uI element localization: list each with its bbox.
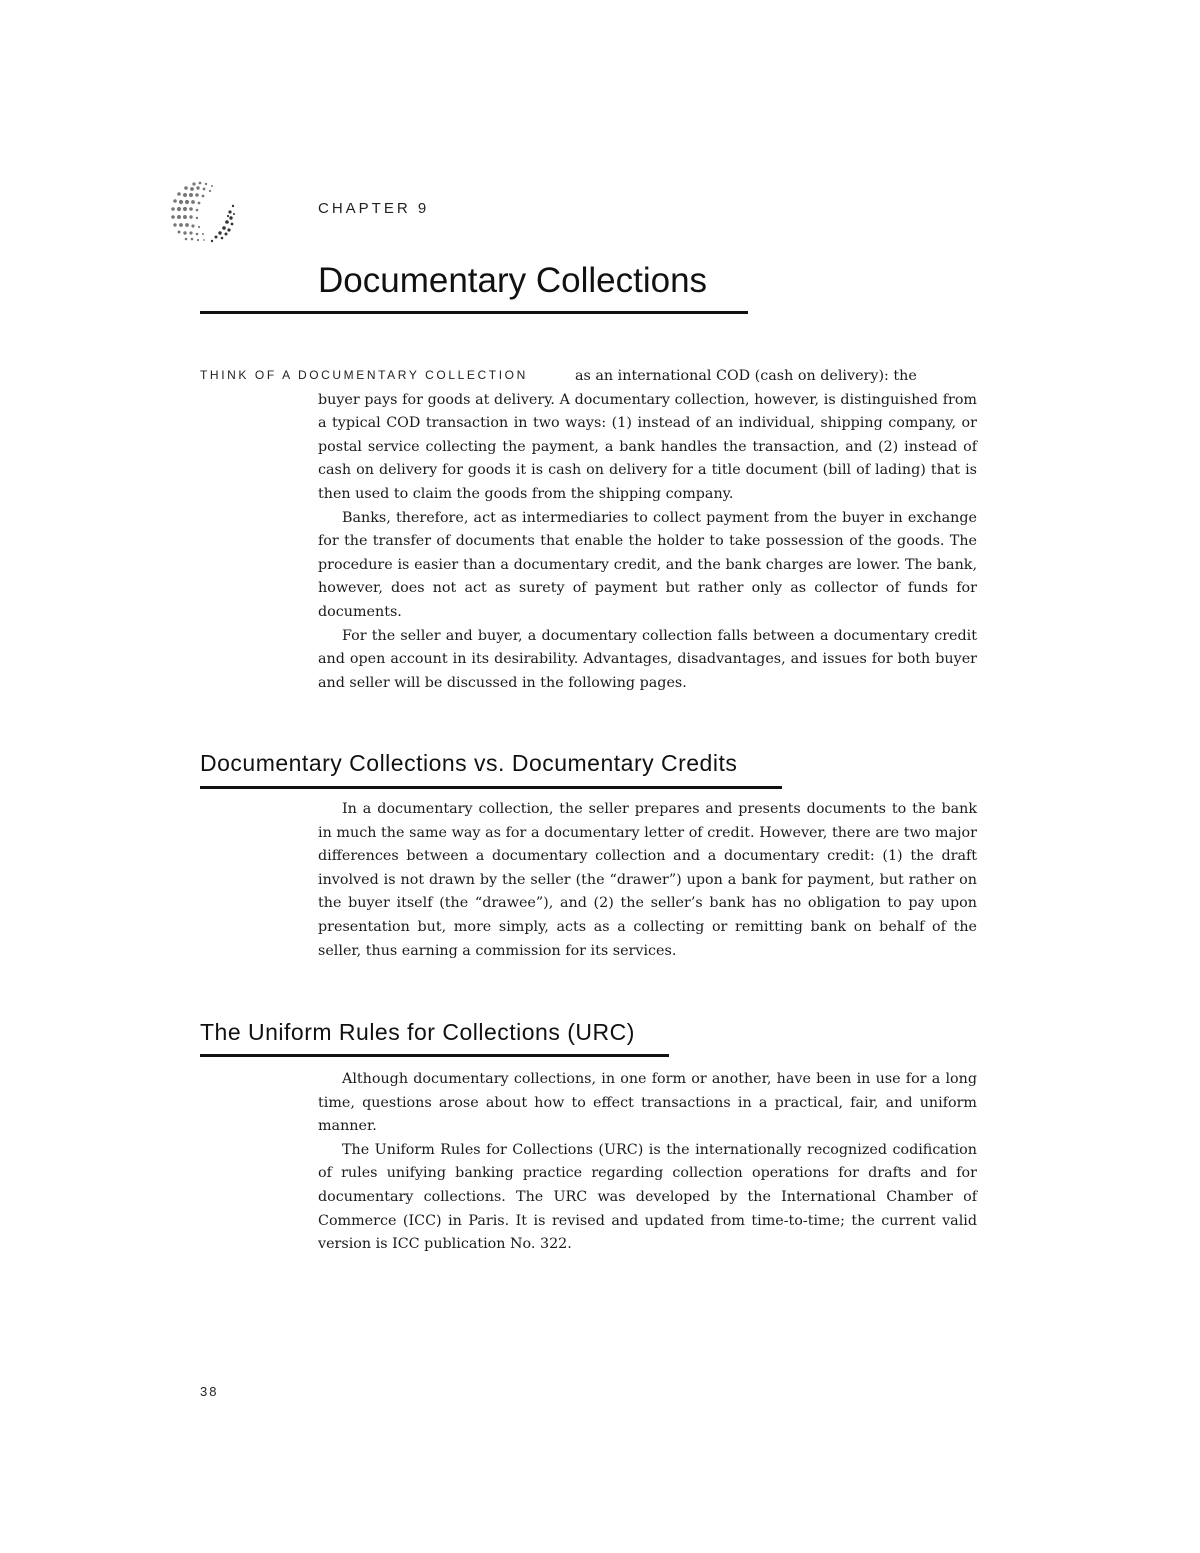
section-heading-urc: The Uniform Rules for Collections (URC) <box>200 1019 635 1045</box>
section-collections-vs-credits <box>318 798 977 963</box>
globe-icon <box>164 176 244 248</box>
intro-lead-in: THINK OF A DOCUMENTARY COLLECTION <box>200 368 528 382</box>
intro-paragraph-3: For the seller and buyer, a documentary collection falls between a documentary credit and open account in its desirability. Advantages, disadvantages, and issues for both buyer and seller will be discussed in the following pages. <box>318 627 977 691</box>
section1-paragraph-1: In a documentary collection, the seller prepares and presents documents to the bank in much the same way as for a documentary letter of credit. However, there are two major differences between a documentary collection and a documentary credit: (1) the draft involved is not drawn by the seller (the “drawer”) upon a bank for payment, but rather on the buyer itself (the “drawee”), and (2) the seller’s bank has no obligation to pay upon presentation but, more simply, acts as a collecting or remitting bank on behalf of the seller, thus earning a commission for its services. <box>318 801 977 959</box>
chapter-title: Documentary Collections <box>318 261 708 300</box>
section-heading-collections-vs-credits: Documentary Collections vs. Documentary Credits <box>200 750 738 776</box>
section-rule <box>200 786 782 789</box>
section-urc <box>318 1068 977 1257</box>
intro-paragraph-2: Banks, therefore, act as intermediaries to collect payment from the buyer in exchange for the transfer of documents that enable the holder to take possession of the goods. The procedure is easier than a documentary credit, and the bank charges are lower. The bank, however, does not act as surety of payment but rather only as collector of funds for documents. <box>318 509 977 620</box>
page-number: 38 <box>200 1384 219 1399</box>
intro-first-line: as an international COD (cash on delivery): the <box>575 368 917 384</box>
section2-paragraph-1: Although documentary collections, in one form or another, have been in use for a long time, questions arose about how to effect transactions in a practical, fair, and uniform manner. <box>318 1071 977 1135</box>
title-rule <box>200 311 748 314</box>
intro-section <box>318 389 977 696</box>
intro-paragraph-1: buyer pays for goods at delivery. A documentary collection, however, is distinguished from a typical COD transaction in two ways: (1) instead of an individual, shipping company, or postal service collecting the payment, a bank handles the transaction, and (2) instead of cash on delivery for goods it is cash on delivery for a title document (bill of lading) that is then used to claim the goods from the shipping company. <box>318 391 977 502</box>
section-rule <box>200 1054 669 1057</box>
section2-paragraph-2: The Uniform Rules for Collections (URC) is the internationally recognized codification of rules unifying banking practice regarding collection operations for drafts and for documentary collections. The URC was developed by the International Chamber of Commerce (ICC) in Paris. It is revised and updated from time-to-time; the current valid version is ICC publication No. 322. <box>318 1141 977 1253</box>
chapter-label: CHAPTER 9 <box>318 200 430 217</box>
